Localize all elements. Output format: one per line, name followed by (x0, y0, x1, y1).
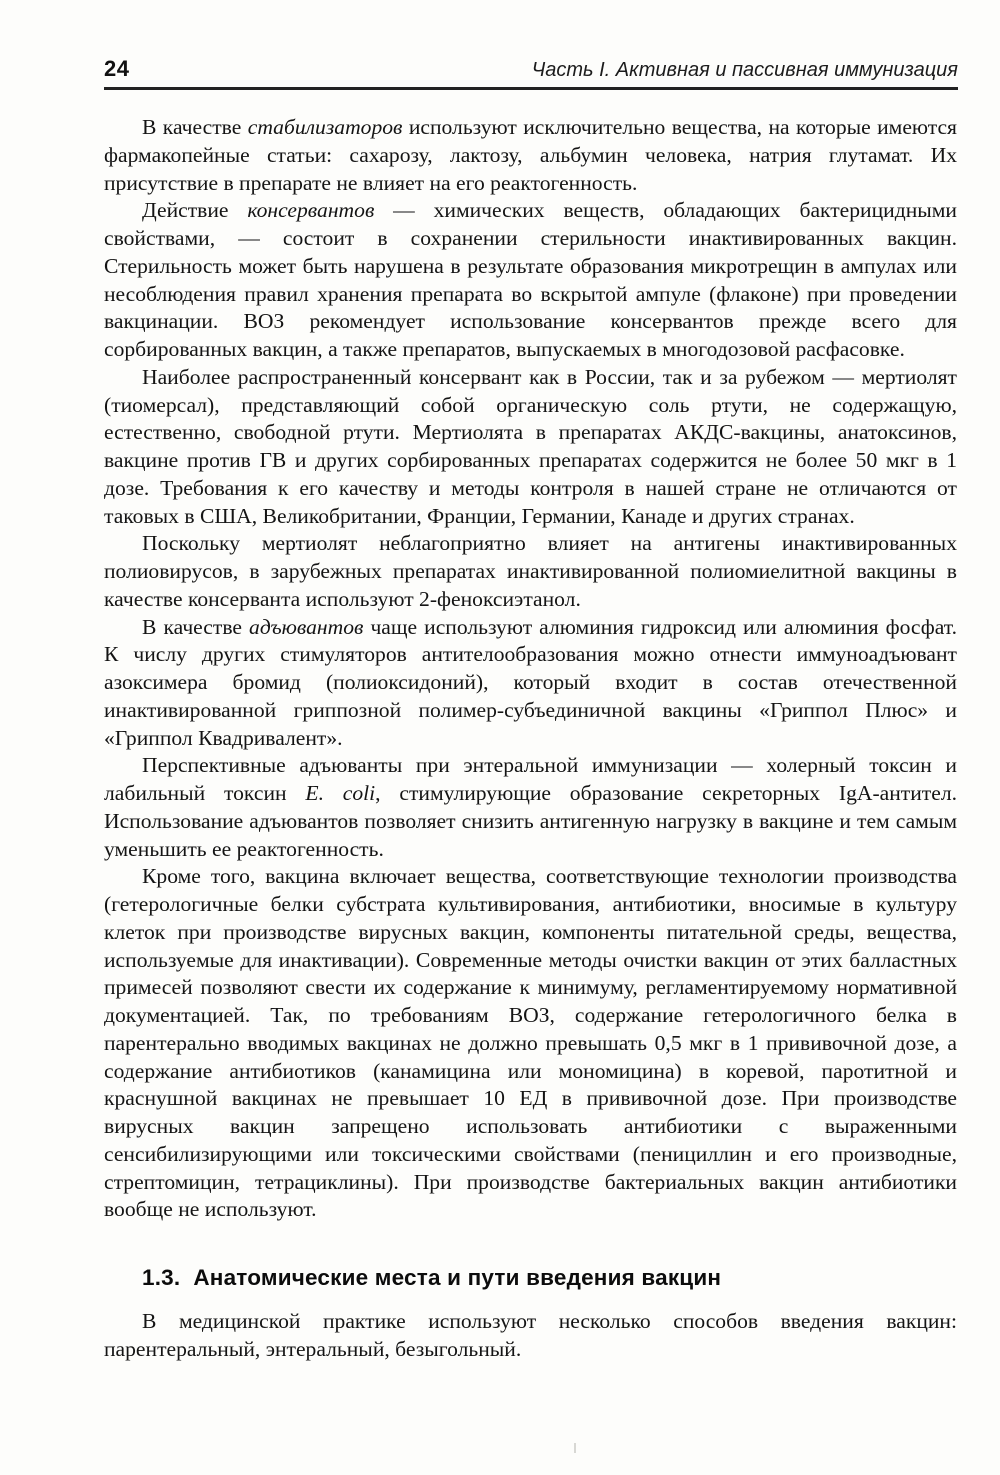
paragraph-text: Поскольку мертиолят неблагоприятно влияет на антигены инактивированных полиовирусов, в зарубежных препаратах инактивированной полиомиелитной вакцины в качестве консерванта используют 2-феноксиэтанол. (104, 531, 957, 611)
running-title: Часть I. Активная и пассивная иммунизация (531, 59, 958, 81)
page-header (104, 56, 958, 90)
paragraph-text: — химических веществ, обладающих бактерицидными свойствами, — состоит в сохранении стерильности инактивированных вакцин. Стерильность может быть нарушена в результате образования микротрещин в ампулах или несоблюдения правил хранения препарата во вскрытой ампуле (флаконе) при проведении вакцинации. ВОЗ рекомендует использование консервантов прежде всего для сорбированных вакцин, а также препаратов, выпускаемых в многодозовой расфасовке. (104, 198, 957, 361)
paragraph-text: используют исключительно вещества, на которые имеются фармакопейные статьи: сахарозу, лактозу, альбумин человека, натрия глутамат. Их присутствие в препарате не влияет на его реактогенность. (104, 115, 957, 195)
paragraph-enteral-adjuvants (104, 752, 957, 863)
paragraph-text: В качестве (142, 614, 250, 639)
paragraph-text: Перспективные адъюванты при энтеральной иммунизации — холерный токсин и лабильный токсин (104, 753, 957, 805)
scan-artifact (574, 1443, 576, 1453)
term-stabilizers: стабилизаторов (247, 115, 403, 139)
term-preservatives: консервантов (247, 198, 375, 223)
paragraph-production-substances (104, 863, 957, 1224)
paragraph-text: Кроме того, вакцина включает вещества, соответствующие технологии производства (гетерологичные белки субстрата культивирования, антибиотики, вносимые в культуру клеток при производстве вирусных вакцин, компоненты питательной среды, вещества, используемые для инактивации). Современные методы очистки вакцин от этих балластных примесей позволяют свести их содержание к минимуму, регламентируемому нормативной документацией. Так, по требованиям ВОЗ, содержание гетерологичного белка в парентерально вводимых вакцинах не должно превышать 0,5 мкг в 1 прививочной дозе, а содержание антибиотиков (канамицина или мономицина) в коревой, паротитной и краснушной вакцинах не превышает 10 ЕД в прививочной дозе. При производстве вирусных вакцин запрещено использовать антибиотики с выраженными сенсибилизирующими или токсическими свойствами (пенициллин и его производные, стрептомицин, тетрациклины). При производстве бактериальных вакцин антибиотики вообще не используют. (104, 864, 957, 1222)
paragraph-adjuvants (104, 614, 957, 753)
paragraph-administration-routes (104, 1308, 957, 1364)
paragraph-text: Наиболее распространенный консервант как в России, так и за рубежом — мертиолят (тиомерсал), представляющий собой органическую соль ртути, не содержащую, естественно, свободной ртути. Мертиолята в препаратах АКДС-вакцины, анатоксинов, вакцине против ГВ и других сорбированных препаратах содержится не более 50 мкг в 1 дозе. Требования к его качеству и методы контроля в нашей стране не отличаются от таковых в США, Великобритании, Франции, Германии, Канаде и других странах. (104, 364, 957, 528)
paragraph-stabilizers (104, 114, 957, 197)
section-heading (104, 1265, 957, 1291)
paragraph-text: В качестве (142, 115, 248, 139)
paragraph-merthiolate (104, 364, 957, 531)
paragraph-text: В медицинской практике используют несколько способов введения вакцин: парентеральный, энтеральный, безыгольный. (104, 1309, 957, 1361)
section-number: 1.3. (142, 1265, 181, 1290)
term-adjuvants: адъювантов (249, 614, 364, 639)
paragraph-preservatives (104, 197, 957, 364)
term-ecoli: E. coli (305, 781, 376, 805)
page-content (104, 114, 957, 1364)
page-number: 24 (104, 56, 130, 81)
paragraph-text: , стимулирующие образование секреторных IgA-антител. Использование адъювантов позволяет снизить антигенную нагрузку в вакцине и тем самым уменьшить ее реактогенность. (104, 781, 957, 861)
paragraph-phenoxyethanol (104, 530, 957, 613)
paragraph-text: чаще используют алюминия гидроксид или алюминия фосфат. К числу других стимуляторов антителообразования можно отнести иммуноадъювант азоксимера бромид (полиоксидоний), который входит в состав отечественной инактивированной гриппозной полимер-субъединичной вакцины «Гриппол Плюс» и «Гриппол Квадривалент». (104, 614, 958, 750)
section-title: Анатомические места и пути введения вакцин (193, 1265, 722, 1290)
paragraph-text: Действие (142, 198, 248, 223)
